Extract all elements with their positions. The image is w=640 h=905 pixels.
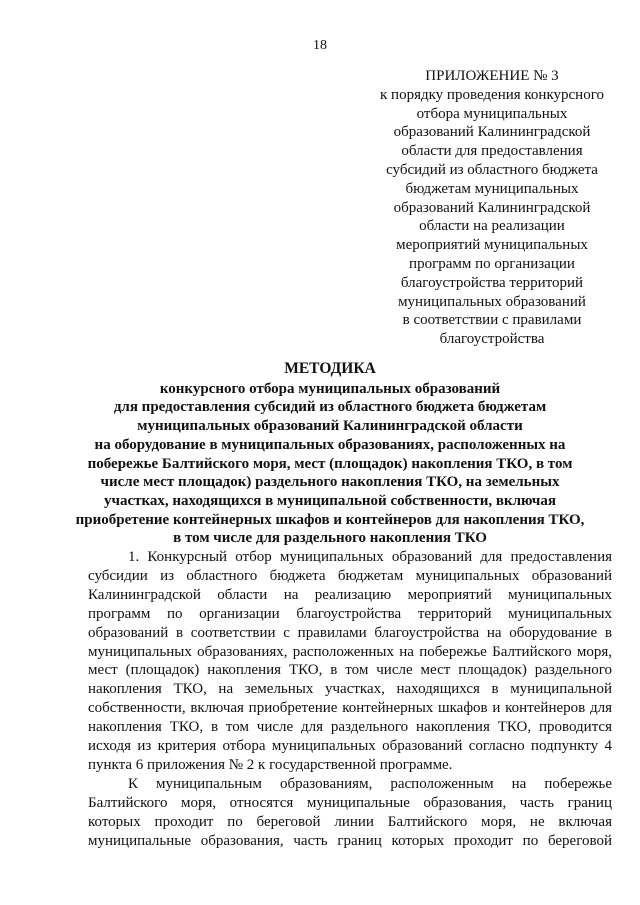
methodology-heading: [60, 360, 600, 548]
paragraph-line: муниципальные образования, часть границ которых проходит по береговой: [88, 832, 612, 849]
heading-line: в том числе для раздельного накопления ТКО: [173, 530, 487, 547]
heading-line: побережье Балтийского моря, мест (площадок) накопления ТКО, в том: [87, 455, 573, 472]
heading-line: муниципальных образований Калининградской области: [137, 418, 523, 435]
methodology-title: МЕТОДИКА: [284, 360, 376, 377]
heading-line: конкурсного отбора муниципальных образований: [159, 380, 501, 397]
paragraph-2: [88, 775, 612, 851]
appendix-line: мероприятий муниципальных: [396, 237, 588, 254]
appendix-line: благоустройства: [439, 331, 545, 348]
appendix-line: в соответствии с правилами: [402, 312, 582, 329]
paragraph-line: исходя из критерия отбора муниципальных образований согласно подпункту 4: [88, 738, 612, 755]
paragraph-line: субсидии из областного бюджета бюджетам муниципальных образований: [88, 567, 612, 584]
heading-line: участках, находящихся в муниципальной собственности, включая: [104, 492, 556, 509]
paragraph-1: [88, 548, 612, 775]
paragraph-line: К муниципальным образованиям, расположенным на побережье: [128, 775, 612, 792]
appendix-line: образований Калининградской: [393, 199, 591, 216]
appendix-line: образований Калининградской: [393, 124, 591, 141]
paragraph-line: мест (площадок) накопления ТКО, в том числе мест площадок) раздельного: [88, 662, 612, 679]
paragraph-line: образований в соответствии с правилами благоустройства на оборудование в: [88, 624, 612, 641]
page-number: 18: [313, 38, 327, 53]
appendix-title: ПРИЛОЖЕНИЕ № 3: [425, 68, 559, 84]
heading-line: приобретение контейнерных шкафов и контейнеров для накопления ТКО,: [75, 511, 585, 528]
appendix-line: бюджетам муниципальных: [405, 180, 579, 197]
heading-line: на оборудование в муниципальных образованиях, расположенных на: [94, 436, 566, 453]
paragraph-line: Балтийского моря, относятся муниципальные образования, часть границ: [88, 794, 612, 811]
appendix-line: субсидий из областного бюджета: [386, 161, 598, 178]
paragraph-line: которых проходит по береговой линии Балтийского моря, не включая: [88, 813, 612, 830]
document-body: [88, 548, 612, 851]
appendix-line: благоустройства территорий: [400, 274, 584, 291]
paragraph-line: собственности, включая приобретение контейнерных шкафов и контейнеров для: [88, 700, 612, 717]
appendix-line: программ по организации: [409, 255, 575, 272]
appendix-line: отбора муниципальных: [416, 105, 568, 122]
appendix-line: области на реализации: [419, 218, 565, 235]
appendix-line: к порядку проведения конкурсного: [380, 86, 604, 103]
paragraph-line: 1. Конкурсный отбор муниципальных образований для предоставления: [128, 549, 612, 565]
paragraph-line: накопления ТКО, на земельных участках, находящихся в муниципальной: [88, 681, 612, 698]
appendix-line: муниципальных образований: [398, 293, 586, 310]
heading-line: числе мест площадок) раздельного накопления ТКО, на земельных: [100, 474, 560, 491]
paragraph-line: Калининградской области на реализацию мероприятий муниципальных: [88, 586, 612, 603]
paragraph-line: накопления ТКО, в том числе для раздельного накопления ТКО, проводится: [88, 719, 612, 736]
appendix-line: области для предоставления: [401, 143, 583, 160]
appendix-block: [372, 67, 612, 349]
paragraph-line: программ по организации благоустройства территорий муниципальных: [88, 605, 612, 622]
heading-line: для предоставления субсидий из областного бюджета бюджетам: [113, 399, 547, 416]
paragraph-line: пункта 6 приложения № 2 к государственной программе.: [88, 756, 453, 773]
paragraph-line: муниципальных образованиях, расположенных на побережье Балтийского моря,: [88, 643, 612, 660]
